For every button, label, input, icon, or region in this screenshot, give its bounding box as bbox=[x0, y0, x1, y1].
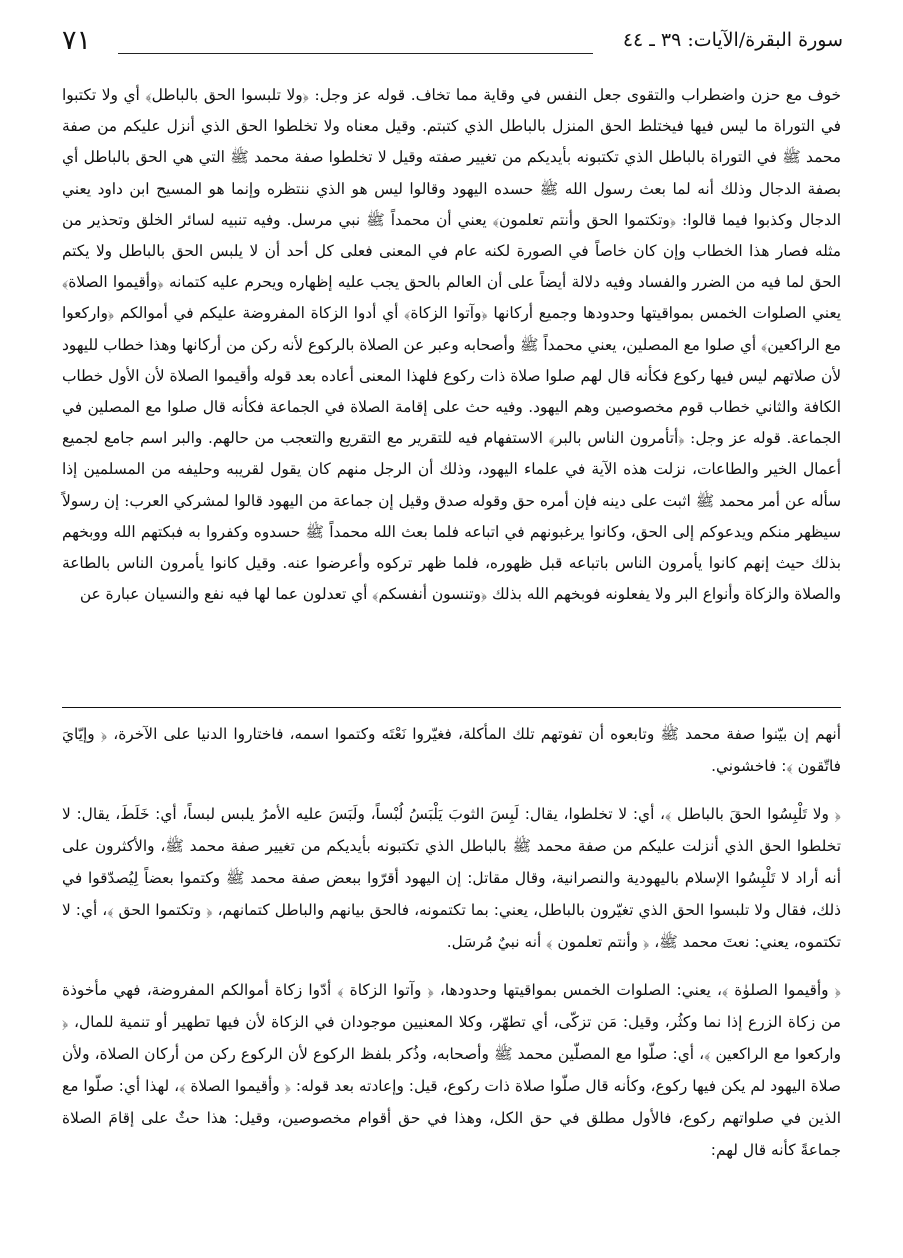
footnote-paragraph: ﴿ وأقيموا الصلوٰة ﴾، يعني: الصلوات الخمس بمواقيتها وحدودها، ﴿ وآتوا الزكاة ﴾ أدّوا زكاة أموالكم المفروضة، فهي مأخوذة من زكاة الزرع إذا نما وكثُر، وقيل: مَن تزكّى، أي تطهّر، وكلا المعنيين موجودان في الزكاة لأن فيها تطهير أو تنمية للمال، ﴿ واركعوا مع الراكعين ﴾، أي: صلّوا مع المصلّين محمد ﷺ وأصحابه، وذُكر بلفظ الركوع لأن الركوع ركن من أركان الصلاة، ولأن صلاة اليهود لم يكن فيها ركوع، وكأنه قال صلّوا صلاة ذات ركوع، قيل: وإعادته بعد قوله: ﴿ وأقيموا الصلاة ﴾، لهذا أي: صلّوا مع الذين في صلواتهم ركوع، فالأول مطلق في حق الكل، وهذا في حق أقوام مخصوصين، وقيل: هذا حثٌ على إقامَ الصلاة جماعةً كأنه قال لهم: bbox=[62, 981, 841, 1159]
footnote-paragraph: أنهم إن بيّنوا صفة محمد ﷺ وتابعوه أن تفوتهم تلك المأكلة، فغيّروا نَعْتَه وكتموا اسمه، فاختاروا الدنيا على الآخرة، ﴿ وإيّايَ فاتّقون ﴾: فاخشوني. bbox=[62, 725, 841, 775]
running-title: سورة البقرة/الآيات: ٣٩ ـ ٤٤ bbox=[622, 29, 843, 51]
footnote-paragraph: ﴿ ولا تَلْبِسُوا الحقَ بالباطل ﴾، أي: لا تخلطوا، يقال: لَبِسَ الثوبَ يَلْبَسُ لُبْساً، ولَبَسَ عليه الأمرُ يلبس لبساً، أي: خَلَطَ، يقال: لا تخلطوا الحق الذي أنزلت عليكم من صفة محمد ﷺ بالباطل الذي تكتبونه بأيديكم من تغيير صفة محمد ﷺ، والأكثرون على أنه أراد لا تَلْبِسُوا الإسلام باليهودية والنصرانية، وقال مقاتل: إن اليهود أقرّوا ببعض صفة محمد ﷺ وكتموا بعضاً لِيُصدّقوا في ذلك، فقال ولا تلبسوا الحق الذي تغيّرون بالباطل، يعني: بما تكتمونه، فالحق بيانهم والباطل كتمانهم، ﴿ وتكتموا الحق ﴾، أي: لا تكتموه، يعني: نعتَ محمد ﷺ، ﴿ وأنتم تعلمون ﴾ أنه نبيٌ مُرسَل. bbox=[62, 805, 841, 951]
footnotes bbox=[62, 718, 841, 1182]
page-number: ٧١ bbox=[62, 25, 92, 56]
page-header bbox=[58, 20, 843, 60]
header-rule bbox=[118, 53, 593, 54]
main-text: خوف مع حزن واضطراب والتقوى جعل النفس في وقاية مما تخاف. قوله عز وجل: ﴿ولا تلبسوا الحق بالباطل﴾ أي ولا تكتبوا في التوراة ما ليس فيها فيختلط الحق المنزل بالباطل الذي كتبتم. وقيل معناه ولا تخلطوا الحق الذي أنزل عليكم من صفة محمد ﷺ في التوراة بالباطل الذي تكتبونه بأيديكم من تغيير صفته وقيل لا تخلطوا صفة محمد ﷺ التي هي الحق بالباطل أي بصفة الدجال وذلك أنه لما بعث رسول الله ﷺ حسده اليهود وقالوا ليس هو الذي ننتظره وإنما هو المسيح ابن داود يعني الدجال وكذبوا فيما قالوا: ﴿وتكتموا الحق وأنتم تعلمون﴾ يعني أن محمداً ﷺ نبي مرسل. وفيه تنبيه لسائر الخلق وتحذير من مثله فصار هذا الخطاب وإن كان خاصاً في الصورة لكنه عام في المعنى فعلى كل أحد أن لا يلبس الحق بالباطل ولا يكتم الحق لما فيه من الضرر والفساد وفيه دلالة أيضاً على أن العالم بالحق يجب عليه إظهاره ويحرم عليه كتمانه ﴿وأقيموا الصلاة﴾ يعني الصلوات الخمس بمواقيتها وحدودها وجميع أركانها ﴿وآتوا الزكاة﴾ أي أدوا الزكاة المفروضة عليكم في أموالكم ﴿واركعوا مع الراكعين﴾ أي صلوا مع المصلين، يعني محمداً ﷺ وأصحابه وعبر عن الصلاة بالركوع لأنه ركن من أركانها وهذا خطاب لليهود لأن صلاتهم ليس فيها ركوع فكأنه قال لهم صلوا صلاة ذات ركوع فلهذا المعنى أعاده بعد قوله وأقيموا الصلاة لأن الأول خطاب الكافة والثاني خطاب قوم مخصوصين وهم اليهود. وفيه حث على إقامة الصلاة في الجماعة فكأنه قال صلوا مع المصلين في الجماعة. قوله عز وجل: ﴿أتأمرون الناس بالبر﴾ الاستفهام فيه للتقرير مع التقريع والتعجب من حالهم. والبر اسم جامع لجميع أعمال الخير والطاعات، نزلت هذه الآية في علماء اليهود، وذلك أن الرجل منهم كان يقول لقريبه وحليفه من المسلمين إذا سأله عن أمر محمد ﷺ اثبت على دينه فإن أمره حق وقوله صدق وقيل إن جماعة من اليهود قالوا لمشركي العرب: إن رسولاً سيظهر منكم ويدعوكم إلى الحق، وكانوا يرغبونهم في اتباعه فلما بعث الله محمداً ﷺ حسدوه وكفروا به فبكتهم الله ووبخهم بذلك حيث إنهم كانوا يأمرون الناس باتباعه قبل ظهوره، فلما ظهر تركوه وأعرضوا عنه. وقيل كانوا يأمرون الناس بالطاعة والصلاة والزكاة وأنواع البر ولا يفعلونه فوبخهم الله بذلك ﴿وتنسون أنفسكم﴾ أي تعدلون عما لها فيه نفع والنسيان عبارة عن bbox=[62, 86, 842, 604]
footnote-separator bbox=[62, 707, 841, 708]
